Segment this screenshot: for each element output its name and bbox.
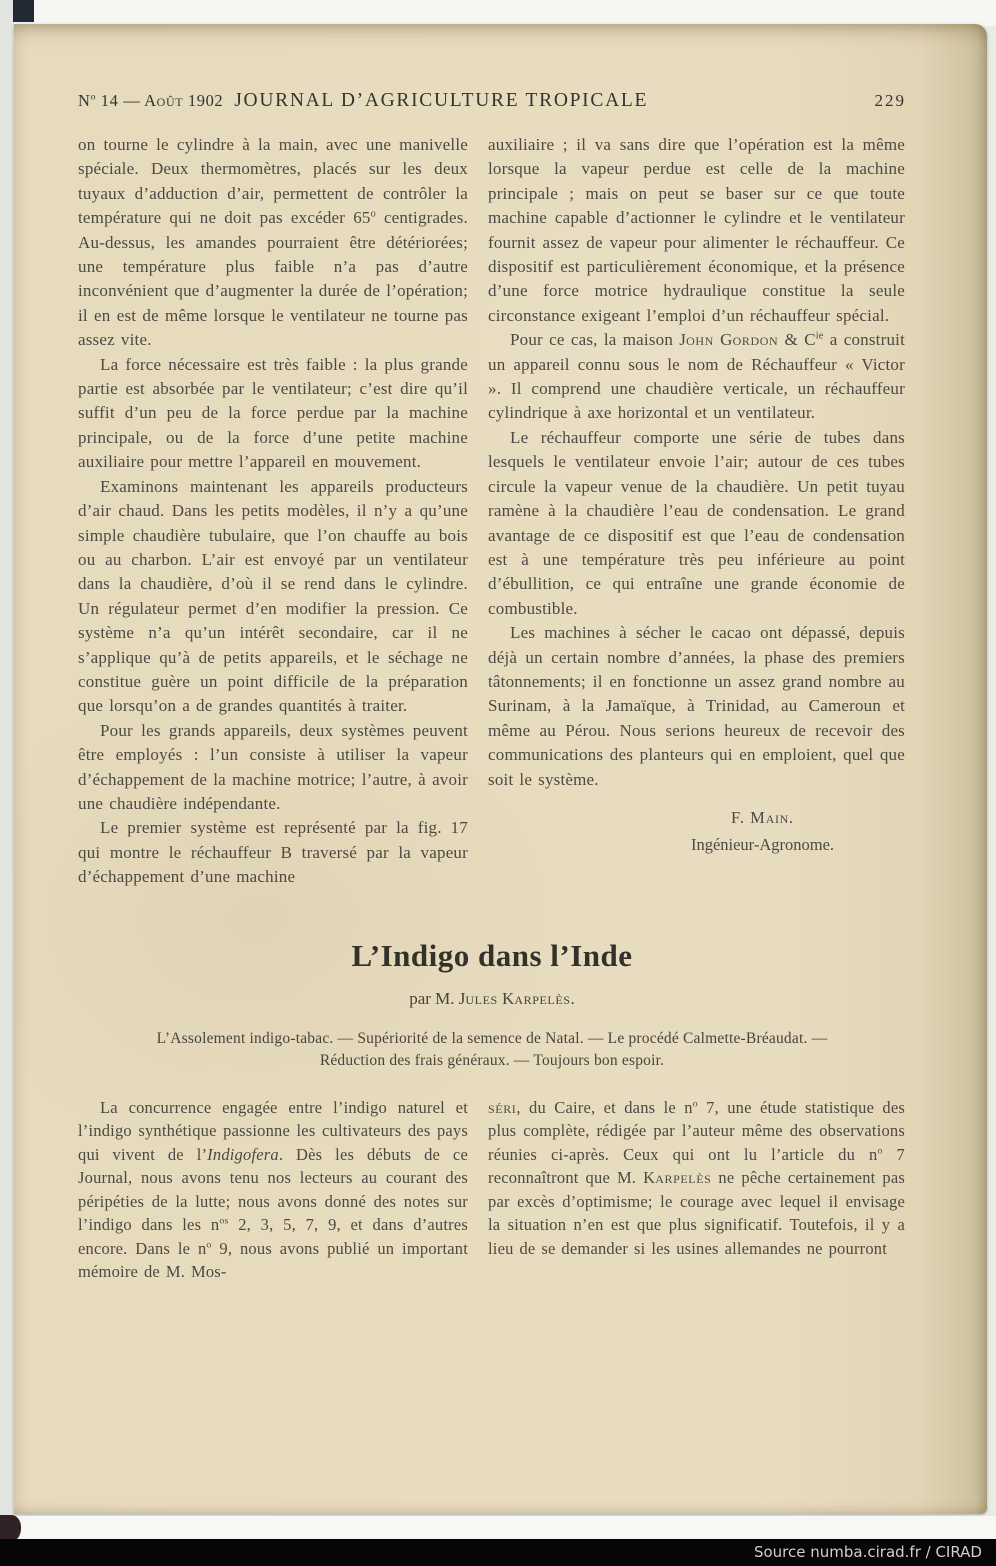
cacao-article-continuation: [78, 133, 906, 890]
paragraph: Pour ce cas, la maison John Gordon & $C^{ie}$ a construit un appareil connu sous le nom de Réchauffeur « Victor ». Il comprend une chaudière verticale, un réchauffeur cylindrique à axe horizontal et un ventilateur.: [488, 330, 905, 423]
indigo-left-column: [78, 1096, 468, 1284]
article-title: L’Indigo dans l’Inde: [351, 937, 633, 973]
article-abstract: [78, 1028, 906, 1072]
paragraph: La force nécessaire est très faible : la plus grande partie est absorbée par le ventilateur; c’est dire qu’il suffit d’un peu de la force perdue par la machine principale, ou de la force d’une petite machine auxiliaire pour mettre l’appareil en mouvement.: [78, 354, 468, 472]
issue-number: $N^o$ 14 — Août 1902: [78, 91, 224, 110]
source-footer-bar: [0, 1539, 996, 1566]
article-byline: par M. Jules Karpelès.: [409, 988, 575, 1008]
paragraph: Les machines à sécher le cacao ont dépassé, depuis déjà un certain nombre d’années, la phase des premiers tâtonnements; il en fonctionne un assez grand nombre au Surinam, à la Jamaïque, à Trinidad, au Cameroun et même au Pérou. Nous serions heureux de recevoir des communications des planteurs qui en emploient, quel que soit le système.: [488, 623, 905, 789]
paragraph: Le réchauffeur comporte une série de tubes dans lesquels le ventilateur envoie l’air; autour de ces tubes circule la vapeur venue de la chaudière. Un petit tuyau ramène à la chaudière l’eau de condensation. Le grand avantage de ce dispositif est que l’eau de condensation est à une température très peu inférieure au point d’ébullition, ce qui entraîne une grande économie de combustible.: [488, 427, 905, 618]
indigo-right-column: [488, 1096, 905, 1284]
binding-spine-block: [13, 0, 34, 22]
paragraph: La concurrence engagée entre l’indigo naturel et l’indigo synthétique passionne les cultivateurs des pays qui vivent de l’Indigofera. Dès les débuts de ce Journal, nous avons tenu nos lecteurs au courant des péripéties de la lutte; nous avons donné des notes sur l’indigo dans les $n^{os}$ 2, 3, 5, 7, 9, et dans d’autres encore. Dans le $n^o$ 9, nous avons publié un important mémoire de M. Mos-: [78, 1097, 469, 1282]
right-column: [488, 133, 905, 890]
page-bottom-edge: [0, 1516, 996, 1539]
paragraph: Pour les grands appareils, deux systèmes peuvent être employés : l’un consiste à utiliser la vapeur d’échappement de la machine motrice; l’autre, à avoir une chaudière indépendante.: [78, 720, 468, 813]
page-top-edge: [0, 0, 996, 26]
paragraph: auxiliaire ; il va sans dire que l’opération est la même lorsque la vapeur perdue est celle de la machine principale ; mais on peut se baser sur ce que toute machine capable d’actionner le cylindre et le ventilateur fournit assez de vapeur pour alimenter le réchauffeur. Ce dispositif est particulièrement économique, et la présence d’une force motrice hydraulique constitue la seule circonstance exigeant l’emploi d’un réchauffeur spécial.: [488, 135, 905, 325]
paragraph: Examinons maintenant les appareils producteurs d’air chaud. Dans les petits modèles, il n’y a qu’une simple chaudière tubulaire, que l’on chauffe au bois ou au charbon. L’air est envoyé par un ventilateur dans la chaudière, d’où il se rend dans le cylindre. Un régulateur permet d’en modifier la pression. Ce système n’a qu’un intérêt secondaire, car il ne s’applique qu’à de petits appareils, et le séchage ne constitue guère un point difficile de la préparation que lorsqu’on a de grandes quantités à traiter.: [78, 476, 468, 716]
binding-corner-spot: [0, 1515, 21, 1542]
journal-header: [78, 90, 906, 112]
author-role: Ingénieur-Agronome.: [690, 834, 835, 854]
journal-title: JOURNAL D’AGRICULTURE TROPICALE: [234, 90, 649, 111]
scan-left-gutter: [0, 0, 14, 1566]
paragraph: séri, du Caire, et dans le $n^o$ 7, une étude statistique des plus complète, rédigée par l’auteur même des observations réunies ci-après. Ceux qui ont lu l’article du $n^o$ 7 reconnaîtront que M. Karpelès ne pêche certainement pas par excès d’optimisme; le courage avec lequel il envisage la situation n’en est que plus significatif. Toutefois, il y a lieu de se demander si les usines allemandes ne pourront: [488, 1097, 906, 1258]
indigo-article-heading: [78, 938, 906, 1072]
indigo-article-body: [78, 1096, 906, 1284]
abstract-line: L’Assolement indigo-tabac. — Supériorité de la semence de Natal. — Le procédé Calmette-Bréaudat. —: [156, 1029, 828, 1047]
paragraph: on tourne le cylindre à la main, avec une manivelle spéciale. Deux thermomètres, placés sur les deux tuyaux d’adduction d’air, permettent de contrôler la température qui ne doit pas excéder 65$^o$ centigrades. Au-dessus, les amandes pourraient être détériorées; une température plus faible n’a pas d’autre inconvénient que d’augmenter la durée de l’opération; il en est de même lorsque le ventilateur ne tourne pas assez vite.: [78, 135, 468, 350]
abstract-line: Réduction des frais généraux. — Toujours bon espoir.: [319, 1051, 665, 1069]
left-column: [78, 133, 468, 890]
page-number: 229: [874, 91, 906, 110]
journal-page: [14, 24, 987, 1514]
paragraph: Le premier système est représenté par la fig. 17 qui montre le réchauffeur B traversé par la vapeur d’échappement d’une machine: [78, 818, 468, 887]
source-attribution: Source numba.cirad.fr / CIRAD: [753, 1543, 982, 1561]
author-signature: F. Main.: [730, 807, 795, 827]
